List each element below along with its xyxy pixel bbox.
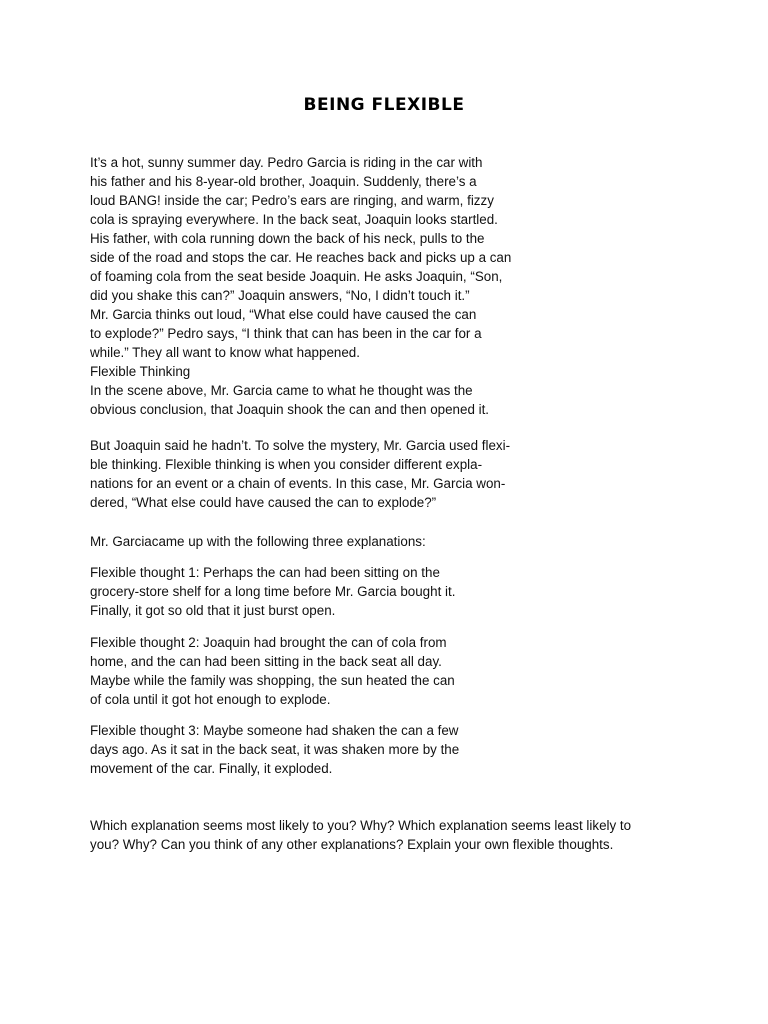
intro-paragraph (90, 532, 690, 551)
text-line: nations for an event or a chain of events. In this case, Mr. Garcia won- (90, 476, 506, 491)
text-line: of foaming cola from the seat beside Joaquin. He asks Joaquin, “Son, (90, 269, 503, 284)
text-line: home, and the can had been sitting in the back seat all day. (90, 654, 442, 669)
text-line: you? Why? Can you think of any other explanations? Explain your own flexible thoughts. (90, 836, 614, 852)
text-line: movement of the car. Finally, it exploded. (90, 761, 333, 776)
text-line: Flexible thought 1: Perhaps the can had been sitting on the (90, 565, 440, 580)
flexible-thought-1 (90, 563, 690, 620)
text-line: while.” They all want to know what happened. (90, 345, 360, 360)
text-line: Flexible thought 2: Joaquin had brought the can of cola from (90, 635, 447, 650)
text-line: Mr. Garcia thinks out loud, “What else could have caused the can (90, 307, 477, 322)
text-line: obvious conclusion, that Joaquin shook the can and then opened it. (90, 402, 490, 417)
text-line: His father, with cola running down the back of his neck, pulls to the (90, 231, 485, 246)
text-line: side of the road and stops the car. He reaches back and picks up a can (90, 250, 512, 265)
text-line: ble thinking. Flexible thinking is when you consider different expla- (90, 457, 483, 472)
explanation-paragraph (90, 436, 690, 512)
section-heading: Flexible Thinking (90, 364, 191, 379)
text-line: grocery-store shelf for a long time before Mr. Garcia bought it. (90, 584, 456, 599)
page-title: BEING FLEXIBLE (303, 95, 465, 115)
text-line: loud BANG! inside the car; Pedro’s ears are ringing, and warm, fizzy (90, 193, 494, 208)
text-line: It’s a hot, sunny summer day. Pedro Garcia is riding in the car with (90, 155, 483, 170)
text-line: Flexible thought 3: Maybe someone had shaken the can a few (90, 723, 459, 738)
text-line: But Joaquin said he hadn’t. To solve the mystery, Mr. Garcia used flexi- (90, 438, 511, 453)
text-line: of cola until it got hot enough to explode. (90, 692, 331, 707)
text-line: Maybe while the family was shopping, the sun heated the can (90, 673, 455, 688)
text-line: Finally, it got so old that it just burst open. (90, 603, 336, 618)
text-line: days ago. As it sat in the back seat, it was shaken more by the (90, 742, 460, 757)
question-paragraph (90, 817, 710, 854)
flexible-thought-2 (90, 633, 690, 709)
text-line: In the scene above, Mr. Garcia came to what he thought was the (90, 383, 473, 398)
text-line: did you shake this can?” Joaquin answers, “No, I didn’t touch it.” (90, 288, 470, 303)
text-line: to explode?” Pedro says, “I think that can has been in the car for a (90, 326, 482, 341)
text-line: his father and his 8-year-old brother, Joaquin. Suddenly, there’s a (90, 174, 477, 189)
story-paragraph (90, 153, 690, 419)
flexible-thought-3 (90, 721, 690, 778)
text-line: Mr. Garciacame up with the following three explanations: (90, 534, 426, 549)
text-line: dered, “What else could have caused the can to explode?” (90, 495, 437, 510)
text-line: cola is spraying everywhere. In the back seat, Joaquin looks startled. (90, 212, 498, 227)
text-line: Which explanation seems most likely to you? Why? Which explanation seems least likely to (90, 818, 632, 833)
